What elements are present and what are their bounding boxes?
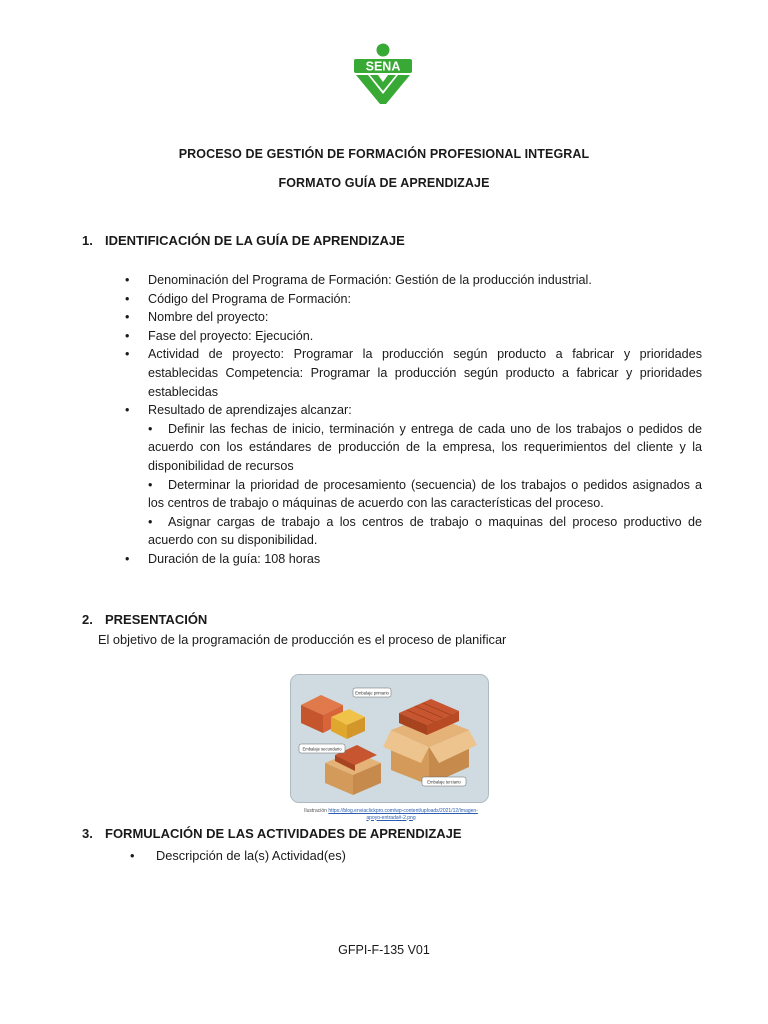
list-item-text: Fase del proyecto: Ejecución. [148,328,314,343]
sub-list-item-text: Asignar cargas de trabajo a los centros de trabajo o maquinas del proceso productivo de acuerdo con su disponibilidad. [148,514,702,548]
label-primary: Embalaje primario [355,690,389,696]
packaging-boxes-image [291,675,488,802]
bullet-icon: • [125,551,130,566]
caption-prefix: Ilustración [304,808,327,814]
process-title: PROCESO DE GESTIÓN DE FORMACIÓN PROFESIONAL INTEGRAL [178,147,590,161]
caption-link-continued[interactable]: apoyo-entrada#-2.png [366,814,416,821]
section-1-number: 1. [82,233,93,248]
bullet-icon: • [125,347,130,362]
list-item [120,345,702,401]
label-secondary: Embalaje secundario [302,746,342,752]
bullet-icon: • [125,291,130,306]
bullet-icon: • [148,514,153,529]
bullet-icon: • [125,403,130,418]
activity-list-item [130,848,346,863]
caption-link[interactable]: https://blog.enviaclickpro.com/wp-content/uploads/2021/12/Imagen- [328,808,478,814]
section-3-number: 3. [82,826,93,841]
bullet-icon: • [148,421,153,436]
bullet-icon: • [125,328,130,343]
list-item-text: Código del Programa de Formación: [148,291,352,306]
sub-list-item [120,420,702,476]
sub-list-item [120,513,702,550]
section-1-title: IDENTIFICACIÓN DE LA GUÍA DE APRENDIZAJE [105,233,405,248]
sub-list-item-text: Definir las fechas de inicio, terminación y entrega de cada uno de los trabajos o pedidos de acuerdo con los estándares de producción de la empresa, los requerimientos del cliente y la disponibilidad de recursos [148,421,702,473]
sub-list-item-text: Determinar la prioridad de procesamiento (secuencia) de los trabajos o pedidos asignados a los centros de trabajo o máquinas de acuerdo con las características del proceso. [148,477,702,511]
list-item [120,308,702,327]
sub-list-item [120,476,702,513]
section-2-title: PRESENTACIÓN [105,612,208,627]
section-1-heading [82,233,405,248]
bullet-icon: • [125,273,130,287]
list-item-text: Nombre del proyecto: [148,310,269,325]
list-item [120,271,702,290]
label-tertiary: Embalaje terciario [427,779,461,785]
list-item [120,327,702,346]
bullet-icon: • [148,477,153,492]
section-2-heading [82,612,207,627]
bullet-icon: • [125,310,130,325]
bullet-icon: • [130,848,135,863]
list-item-text: Denominación del Programa de Formación: Gestión de la producción industrial. [148,273,592,287]
list-item [120,401,702,420]
sena-logo [350,42,416,104]
list-item-text: Duración de la guía: 108 horas [148,551,321,566]
section-1-list [120,271,702,569]
list-item-text: Resultado de aprendizajes alcanzar: [148,403,352,418]
list-item-text: Actividad de proyecto: Programar la producción según producto a fabricar y prioridades establecidas Competencia: Programar la producción según producto a fabricar y prioridades establecidas [148,347,702,399]
section-3-heading [82,826,462,841]
section-3-title: FORMULACIÓN DE LAS ACTIVIDADES DE APRENDIZAJE [105,826,462,841]
figure-caption [286,808,496,821]
presentation-text: El objetivo de la programación de producción es el proceso de planificar [98,632,507,647]
packaging-illustration [290,674,489,803]
section-2-number: 2. [82,612,93,627]
list-item [120,550,702,569]
format-title: FORMATO GUÍA DE APRENDIZAJE [278,176,490,190]
document-code: GFPI-F-135 V01 [338,943,430,957]
list-item [120,290,702,309]
activity-description: Descripción de la(s) Actividad(es) [156,848,346,863]
sena-logo-text: SENA [365,59,401,74]
